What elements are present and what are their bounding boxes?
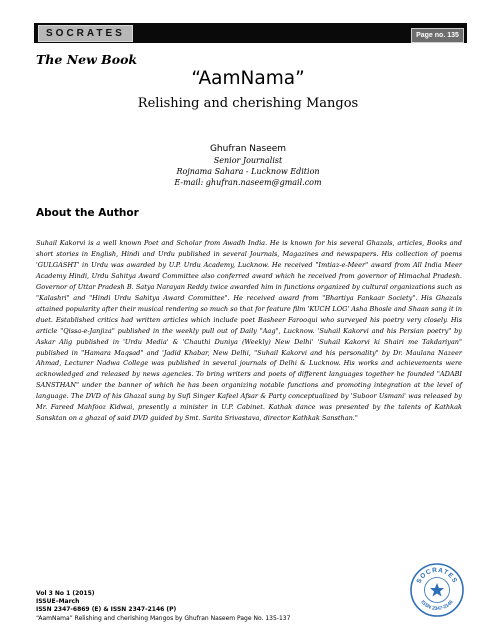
article-subtitle: Relishing and cherishing Mangos bbox=[137, 96, 359, 111]
footer-citation: “AamNama” Relishing and cherishing Mangos by Ghufran Naseem Page No. 135-137 bbox=[36, 614, 291, 622]
footer-issue: ISSUE–March bbox=[36, 598, 80, 606]
journal-brand: SOCRATES bbox=[38, 25, 133, 42]
about-heading: About the Author bbox=[36, 207, 139, 219]
about-body: Suhail Kakorvi is a well known Poet and Scholar from Awadh India. He is known for his several Ghazals, articles, Books and short stories in English, Hindi and Urdu published in several Journals, Magazines and newspapers. His collection of poems 'GULGASHT' in Urdu was awarded by U.P. Urdu Academy, Lucknow. He received "Imtiaz-e-Meer" award from All India Meer Academy Hindi, Urdu Sahitya Award Committee also conferred award which he received from governor of Himachal Pradesh. Governor of Uttar Pradesh B. Satya Narayan Reddy twice awarded him in functions organized by cultural organizations such as "Kalashri" and "Hindi Urdu Sahitya Award Committee". He received award from "Bhartiya Fankaar Society". His Ghazals attained popularity after their musical rendering so much so that for feature film 'KUCH LOG' Asha Bhosle and Shaan sang it in duet. Established critics had written articles which include poet Basheer Farooqui who surveyed his poetry very closely. His article "Qissa-e-Janjiza" published in the weekly pull out of Daily "Aag", Lucknow. 'Suhail Kakorvi and his Persian poetry" by Askar Alig published in 'Urdu Media' & 'Chauthi Duniya (Weekly) New Delhi' 'Suhail Kakorvi ki Shairi me Takdariyan" published in "Hamara Maqsad" and 'Jadid Khabar, New Delhi, "Suhail Kakorvi and his personality" by Dr. Maulana Nazeer Ahmad, Lecturer Nadwa College was published in several journals of Delhi & Lucknow. His works and achievements were acknowledged and released by news agencies. To bring writers and poets of different languages together he founded "ADABI SANSTHAN" under the banner of which he has been organizing notable functions and promoting integration at the level of language. The DVD of his Ghazal sung by Sufi Singer Kafeel Afsar & Party conceptualized by 'Suboor Usmani' was released by Mr. Fareed Mahfooz Kidwai, presently a minister in U.P. Cabinet. Kathak dance was presented by the talents of Kathkak Sansktan on a ghazal of said DVD guided by Smt. Sarita Srivastava, director Kathkak Sansthan." bbox=[36, 239, 462, 423]
section-label: The New Book bbox=[36, 52, 138, 67]
seal-text-bottom: ISSN 2347-2146 bbox=[419, 599, 455, 613]
article-title: “AamNama” bbox=[191, 68, 305, 89]
author-byline bbox=[0, 144, 496, 188]
author-name: Ghufran Naseem bbox=[209, 144, 287, 154]
author-email: E-mail: ghufran.naseem@gmail.com bbox=[174, 178, 322, 187]
footer-info bbox=[36, 590, 290, 623]
author-role: Senior Journalist bbox=[213, 156, 283, 165]
footer-volume: Vol 3 No 1 (2015) bbox=[36, 590, 95, 597]
page-number-badge: Page no. 135 bbox=[411, 28, 464, 43]
journal-seal-logo bbox=[410, 563, 464, 617]
author-affiliation: Rojnama Sahara - Lucknow Edition bbox=[176, 167, 320, 176]
seal-text-top: SOCRATES bbox=[415, 566, 459, 585]
footer-issn: ISSN 2347-6869 (E) & ISSN 2347-2146 (P) bbox=[36, 606, 177, 614]
